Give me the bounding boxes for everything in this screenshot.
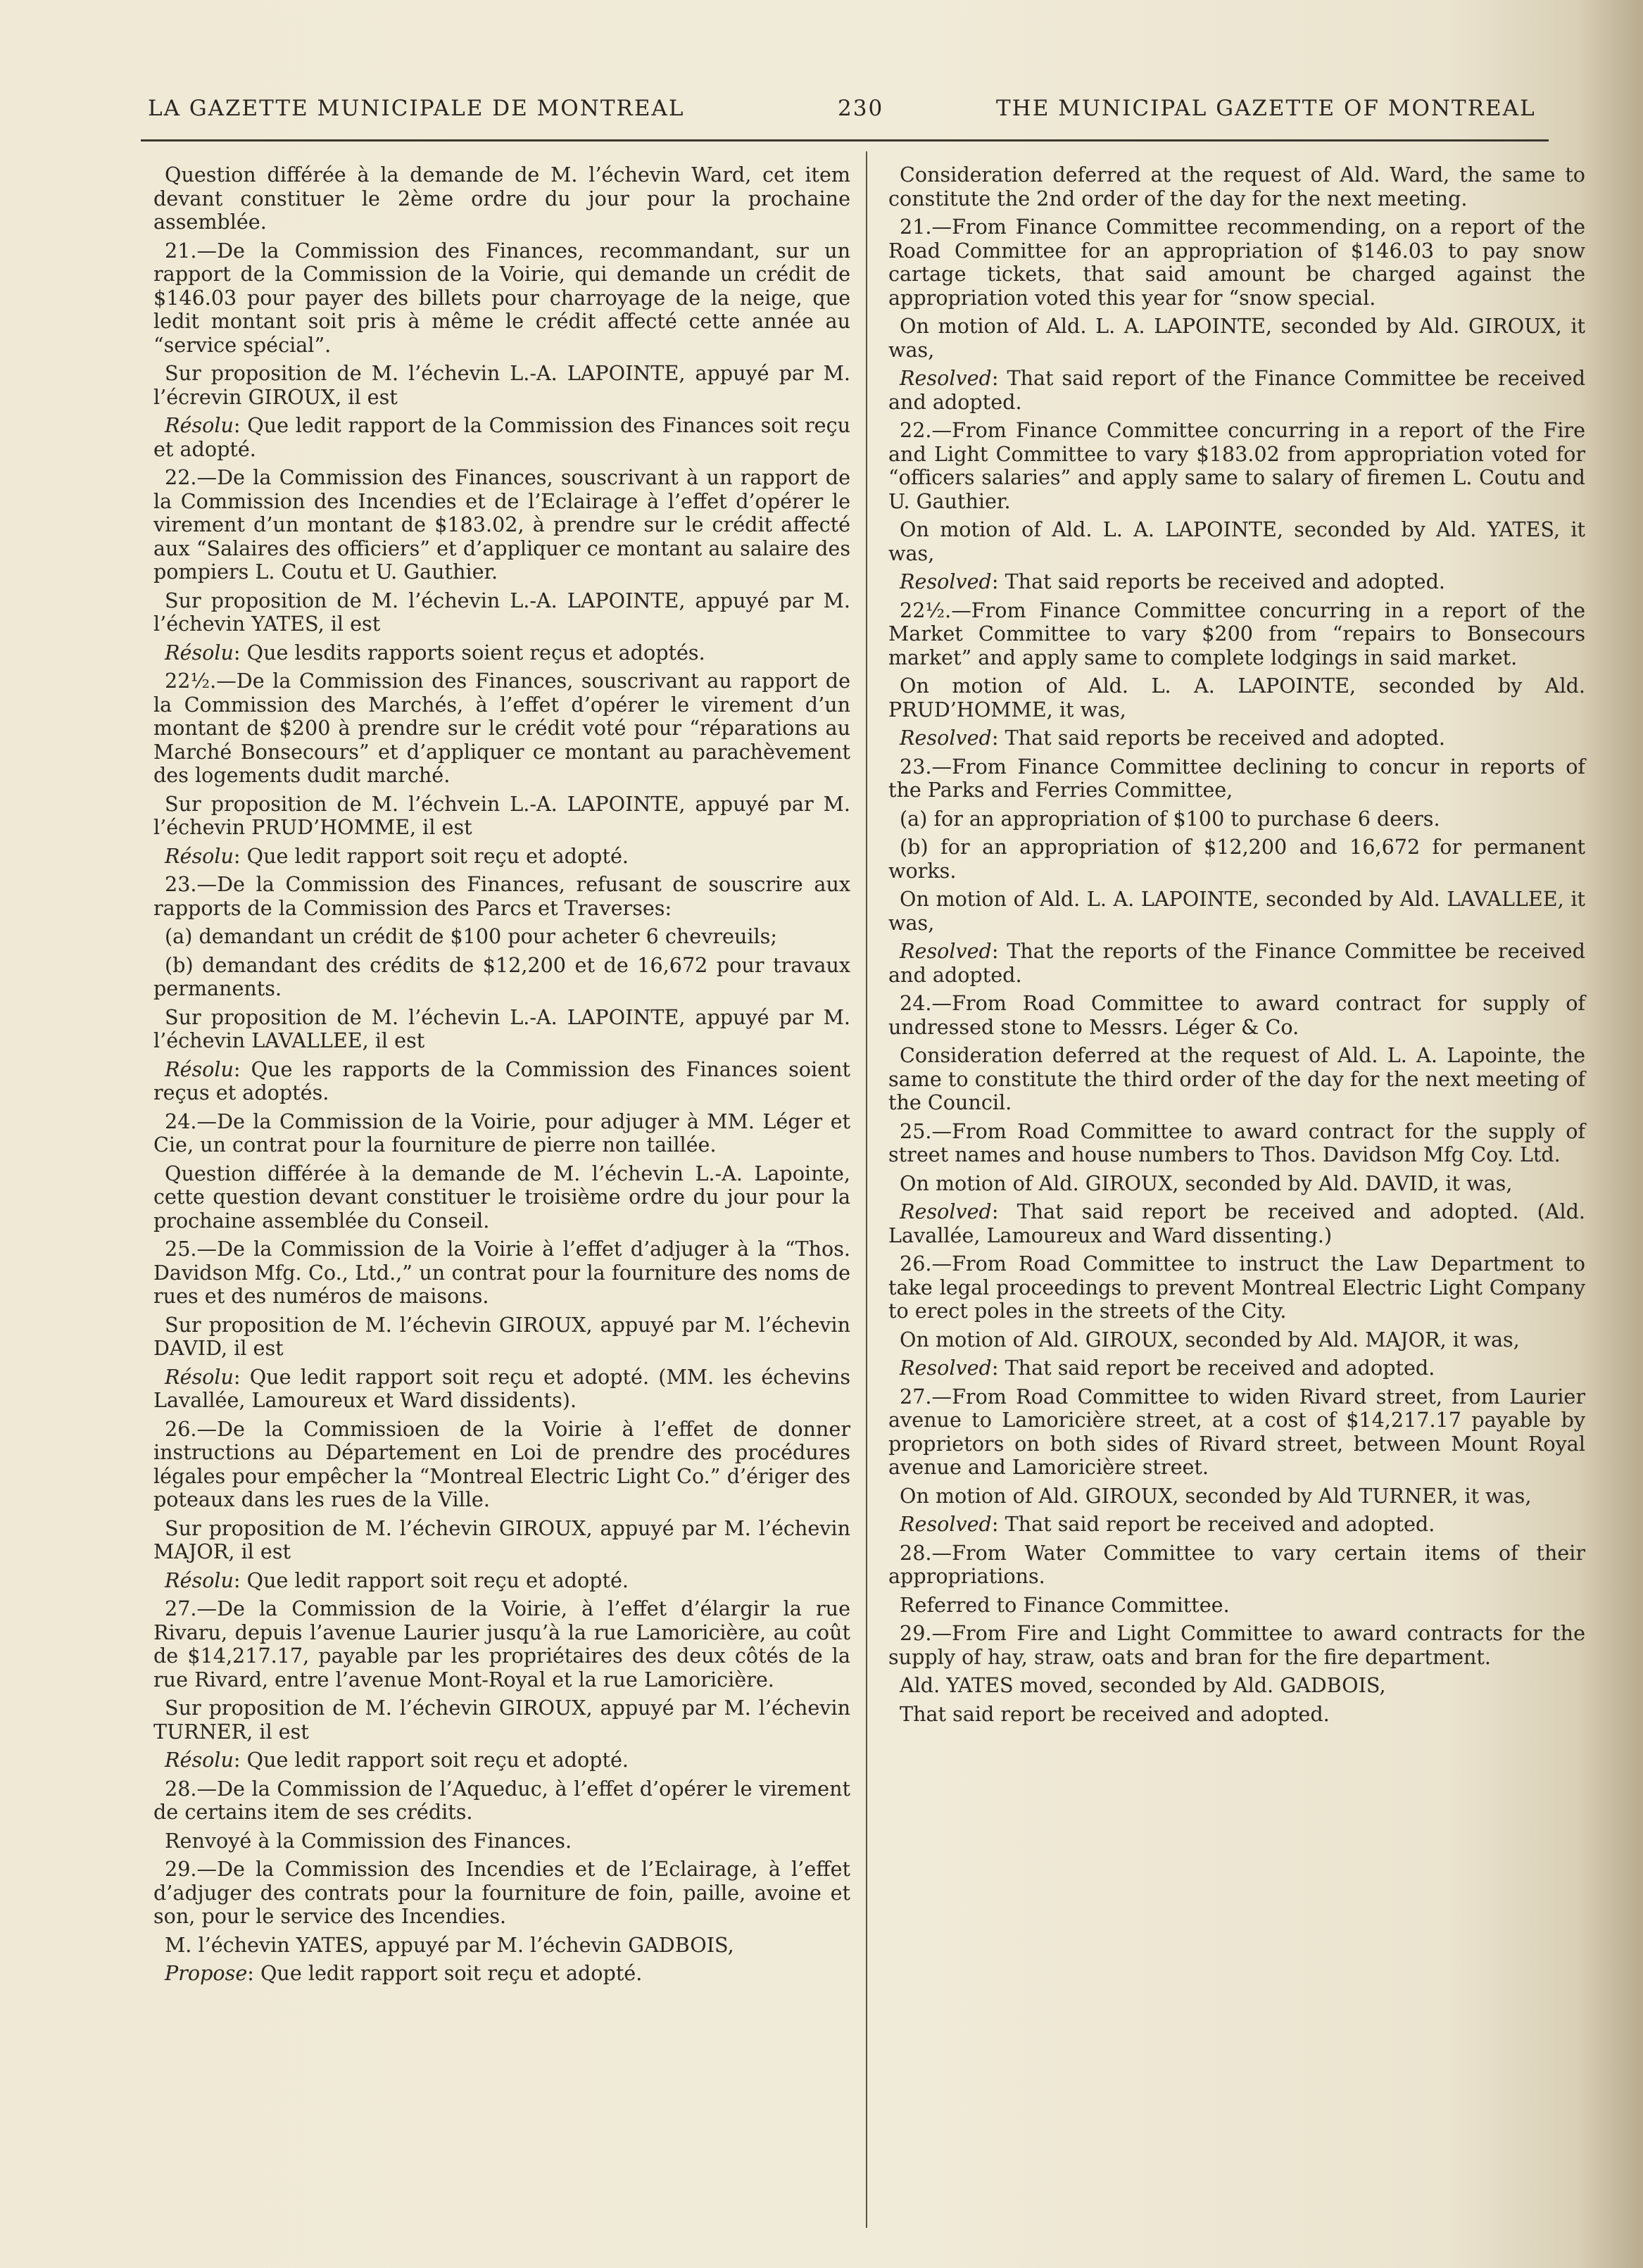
paragraph-text: On motion of Ald. GIROUX, seconded by Ald. MAJOR, it was, xyxy=(900,1327,1520,1352)
paragraph-text: 25.—De la Commission de la Voirie à l’effet d’adjuger à la “Thos. Davidson Mfg. Co., Ltd.,” un contrat pour la fourniture des noms de rues et des numéros de maisons. xyxy=(153,1237,850,1308)
english-paragraph xyxy=(888,599,1585,670)
paragraph-text: 27.—From Road Committee to widen Rivard street, from Laurier avenue to Lamoricière street, at a cost of $14,217.17 payable by proprietors on both sides of Rivard street, between Mount Royal avenue and Lamoricière street. xyxy=(888,1384,1585,1479)
paragraph-text: Sur proposition de M. l’échevin L.-A. LAPOINTE, appuyé par M. l’écrevin GIROUX, il est xyxy=(153,361,850,409)
paragraph-text: 25.—From Road Committee to award contract for the supply of street names and house numbers to Thos. Davidson Mfg Coy. Ltd. xyxy=(888,1119,1585,1166)
paragraph-text: : That said report of the Finance Committee be received and adopted. xyxy=(888,366,1585,414)
french-paragraph xyxy=(153,873,850,920)
paragraph-text: 22.—From Finance Committee concurring in a report of the Fire and Light Committee to vary $183.02 from appropriation voted for “officers salaries” and apply same to salary of firemen L. Coutu and U. Gauthier. xyxy=(888,418,1585,513)
paragraph-text: : Que ledit rapport soit reçu et adopté. xyxy=(233,1568,629,1592)
french-paragraph xyxy=(153,1777,850,1825)
french-paragraph xyxy=(153,1829,850,1853)
page-header xyxy=(148,96,1549,138)
header-french-title: LA GAZETTE MUNICIPALE DE MONTREAL xyxy=(148,96,685,121)
french-paragraph xyxy=(153,925,850,949)
english-column xyxy=(888,163,1585,1731)
english-paragraph xyxy=(888,1674,1585,1698)
paragraph-text: On motion of Ald. GIROUX, seconded by Ald TURNER, it was, xyxy=(900,1483,1532,1508)
paragraph-text: Ald. YATES moved, seconded by Ald. GADBOIS, xyxy=(900,1673,1386,1697)
resolution-label: Résolu xyxy=(165,640,234,664)
english-paragraph xyxy=(888,419,1585,513)
english-paragraph xyxy=(888,1044,1585,1115)
english-paragraph xyxy=(888,1622,1585,1669)
paragraph-text: (a) demandant un crédit de $100 pour acheter 6 chevreuils; xyxy=(165,924,777,948)
paragraph-text: : Que les rapports de la Commission des Finances soient reçus et adoptés. xyxy=(153,1057,850,1104)
paragraph-text: 29.—From Fire and Light Committee to award contracts for the supply of hay, straw, oats and bran for the fire department. xyxy=(888,1621,1585,1669)
french-column xyxy=(153,163,850,1991)
column-divider xyxy=(866,151,867,2228)
paragraph-text: 21.—De la Commission des Finances, recommandant, sur un rapport de la Commission de la Voirie, qui demande un crédit de $146.03 pour payer des billets pour charroyage de la neige, que ledit montant soit pris à même le crédit affecté cette année au “service spécial”. xyxy=(153,238,850,357)
french-paragraph xyxy=(153,466,850,584)
paragraph-text: : That said reports be received and adopted. xyxy=(991,569,1445,593)
paragraph-text: On motion of Ald. L. A. LAPOINTE, seconded by Ald. LAVALLEE, it was, xyxy=(888,887,1585,935)
english-paragraph xyxy=(888,940,1585,987)
english-paragraph xyxy=(888,836,1585,883)
french-paragraph xyxy=(153,589,850,636)
resolution-label: Resolved xyxy=(900,366,992,390)
paragraph-text: : That said reports be received and adopted. xyxy=(991,726,1445,750)
paragraph-text: 27.—De la Commission de la Voirie, à l’effet d’élargir la rue Rivaru, depuis l’avenue Laurier jusqu’à la rue Lamoricière, au coût de $14,217.17, payable par les propriétaires des deux côtés de la rue Rivard, entre l’avenue Mont-Royal et la rue Lamoricière. xyxy=(153,1596,850,1691)
paragraph-text: Consideration deferred at the request of Ald. L. A. Lapointe, the same to constitute the third order of the day for the next meeting of the Council. xyxy=(888,1043,1585,1114)
paragraph-text: 28.—De la Commission de l’Aqueduc, à l’effet d’opérer le virement de certains item de ses crédits. xyxy=(153,1776,850,1824)
resolution-label: Résolu xyxy=(165,843,234,868)
english-paragraph xyxy=(888,674,1585,722)
paragraph-text: Sur proposition de M. l’échevin GIROUX, appuyé par M. l’échevin DAVID, il est xyxy=(153,1312,850,1360)
french-paragraph xyxy=(153,1517,850,1564)
french-paragraph xyxy=(153,1934,850,1958)
english-paragraph xyxy=(888,367,1585,414)
paragraph-text: : Que ledit rapport de la Commission des Finances soit reçu et adopté. xyxy=(153,413,850,461)
english-paragraph xyxy=(888,215,1585,310)
paragraph-text: M. l’échevin YATES, appuyé par M. l’échevin GADBOIS, xyxy=(165,1932,734,1957)
paragraph-text: 22.—De la Commission des Finances, souscrivant à un rapport de la Commission des Incendies et de l’Eclairage à l’effet d’opérer le virement d’un montant de $183.02, à prendre sur le crédit affecté aux “Salaires des officiers” et d’appliquer ce montant au salaire des pompiers L. Coutu et U. Gauthier. xyxy=(153,465,850,584)
paragraph-text: 23.—De la Commission des Finances, refusant de souscrire aux rapports de la Commission des Parcs et Traverses: xyxy=(153,872,850,920)
resolution-label: Resolved xyxy=(900,1512,992,1536)
french-paragraph xyxy=(153,1366,850,1413)
french-paragraph xyxy=(153,641,850,665)
english-paragraph xyxy=(888,1385,1585,1480)
french-paragraph xyxy=(153,669,850,788)
french-paragraph xyxy=(153,1858,850,1929)
paragraph-text: Renvoyé à la Commission des Finances. xyxy=(165,1828,572,1853)
french-paragraph xyxy=(153,1237,850,1309)
french-paragraph xyxy=(153,1696,850,1744)
french-paragraph xyxy=(153,1569,850,1593)
resolution-label: Résolu xyxy=(165,1748,234,1772)
paragraph-text: Sur proposition de M. l’échevin GIROUX, appuyé par M. l’échevin MAJOR, il est xyxy=(153,1516,850,1563)
english-paragraph xyxy=(888,1513,1585,1537)
resolution-label: Resolved xyxy=(900,1356,992,1380)
english-paragraph xyxy=(888,726,1585,750)
paragraph-text: 24.—From Road Committee to award contract for supply of undressed stone to Messrs. Léger & Co. xyxy=(888,991,1585,1039)
paragraph-text: Referred to Finance Committee. xyxy=(900,1592,1230,1617)
paragraph-text: 22½.—From Finance Committee concurring in a report of the Market Committee to vary $200 from “repairs to Bonsecours market” and apply same to complete lodgings in said market. xyxy=(888,598,1585,669)
resolution-label: Propose xyxy=(165,1961,248,1985)
resolution-label: Résolu xyxy=(165,413,234,437)
english-paragraph xyxy=(888,1200,1585,1247)
french-paragraph xyxy=(153,793,850,840)
paragraph-text: : That said report be received and adopted. xyxy=(991,1356,1435,1380)
paragraph-text: Question différée à la demande de M. l’échevin Ward, cet item devant constituer le 2ème ordre du jour pour la prochaine assemblée. xyxy=(153,163,850,234)
french-paragraph xyxy=(153,239,850,358)
english-paragraph xyxy=(888,807,1585,831)
paragraph-text: (b) for an appropriation of $12,200 and 16,672 for permanent works. xyxy=(888,835,1585,883)
page-number: 230 xyxy=(838,96,884,121)
paragraph-text: : That said report be received and adopted. xyxy=(991,1512,1435,1536)
paragraph-text: Consideration deferred at the request of Ald. Ward, the same to constitute the 2nd order of the day for the next meeting. xyxy=(888,163,1585,210)
resolution-label: Résolu xyxy=(165,1364,234,1389)
french-paragraph xyxy=(153,163,850,234)
paragraph-text: Sur proposition de M. l’échvein L.-A. LAPOINTE, appuyé par M. l’échevin PRUD’HOMME, il est xyxy=(153,791,850,839)
paragraph-text: : Que ledit rapport soit reçu et adopté. xyxy=(247,1961,643,1985)
resolution-label: Resolved xyxy=(900,726,992,750)
french-paragraph xyxy=(153,414,850,461)
french-paragraph xyxy=(153,1749,850,1772)
english-paragraph xyxy=(888,1172,1585,1196)
french-paragraph xyxy=(153,954,850,1001)
french-paragraph xyxy=(153,845,850,869)
english-paragraph xyxy=(888,888,1585,935)
paragraph-text: 24.—De la Commission de la Voirie, pour adjuger à MM. Léger et Cie, un contrat pour la fourniture de pierre non taillée. xyxy=(153,1109,850,1157)
paragraph-text: : That the reports of the Finance Committee be received and adopted. xyxy=(888,939,1585,987)
resolution-label: Résolu xyxy=(165,1568,234,1592)
english-paragraph xyxy=(888,755,1585,802)
english-paragraph xyxy=(888,1542,1585,1589)
header-rule xyxy=(141,139,1549,141)
english-paragraph xyxy=(888,1356,1585,1380)
paragraph-text: (b) demandant des crédits de $12,200 et de 16,672 pour travaux permanents. xyxy=(153,952,850,1000)
english-paragraph xyxy=(888,1594,1585,1618)
header-english-title: THE MUNICIPAL GAZETTE OF MONTREAL xyxy=(996,96,1536,121)
resolution-label: Resolved xyxy=(900,939,992,963)
paragraph-text: On motion of Ald. GIROUX, seconded by Ald. DAVID, it was, xyxy=(900,1171,1513,1195)
paragraph-text: 29.—De la Commission des Incendies et de l’Eclairage, à l’effet d’adjuger des contrats pour la fourniture de foin, paille, avoine et son, pour le service des Incendies. xyxy=(153,1857,850,1928)
french-paragraph xyxy=(153,1006,850,1053)
french-paragraph xyxy=(153,1962,850,1986)
paragraph-text: Sur proposition de M. l’échevin L.-A. LAPOINTE, appuyé par M. l’échevin YATES, il est xyxy=(153,588,850,636)
paragraph-text: Question différée à la demande de M. l’échevin L.-A. Lapointe, cette question devant constituer le troisième ordre du jour pour la prochaine assemblée du Conseil. xyxy=(153,1161,850,1233)
paragraph-text: That said report be received and adopted. xyxy=(900,1701,1330,1726)
paragraph-text: On motion of Ald. L. A. LAPOINTE, seconded by Ald. YATES, it was, xyxy=(888,517,1585,565)
paragraph-text: Sur proposition de M. l’échevin L.-A. LAPOINTE, appuyé par M. l’échevin LAVALLEE, il est xyxy=(153,1004,850,1052)
english-paragraph xyxy=(888,315,1585,362)
paragraph-text: 22½.—De la Commission des Finances, souscrivant au rapport de la Commission des Marchés, à l’effet d’opérer le virement d’un montant de $200 à prendre sur le crédit voté pour “réparations au Marché Bonsecours” et d’appliquer ce montant au parachèvement des logements dudit marché. xyxy=(153,669,850,787)
french-paragraph xyxy=(153,1162,850,1233)
paragraph-text: : Que ledit rapport soit reçu et adopté. xyxy=(233,1748,629,1772)
french-paragraph xyxy=(153,1110,850,1157)
french-paragraph xyxy=(153,1418,850,1512)
french-paragraph xyxy=(153,1597,850,1691)
paragraph-text: : Que lesdits rapports soient reçus et adoptés. xyxy=(233,640,705,664)
english-paragraph xyxy=(888,518,1585,565)
resolution-label: Résolu xyxy=(165,1057,234,1081)
paragraph-text: On motion of Ald. L. A. LAPOINTE, seconded by Ald. GIROUX, it was, xyxy=(888,314,1585,362)
paragraph-text: Sur proposition de M. l’échevin GIROUX, appuyé par M. l’échevin TURNER, il est xyxy=(153,1696,850,1744)
resolution-label: Resolved xyxy=(900,1199,992,1223)
paragraph-text: 21.—From Finance Committee recommending, on a report of the Road Committee for an appropriation of $146.03 to pay snow cartage tickets, that said amount be charged against the appropriation voted this year for “snow special. xyxy=(888,215,1585,310)
english-paragraph xyxy=(888,992,1585,1039)
resolution-label: Resolved xyxy=(900,569,992,593)
paragraph-text: 26.—From Road Committee to instruct the Law Department to take legal proceedings to prevent Montreal Electric Light Company to erect poles in the streets of the City. xyxy=(888,1252,1585,1323)
french-paragraph xyxy=(153,362,850,409)
paragraph-text: 28.—From Water Committee to vary certain items of their appropriations. xyxy=(888,1540,1585,1588)
paragraph-text: 23.—From Finance Committee declining to concur in reports of the Parks and Ferries Committee, xyxy=(888,754,1585,802)
french-paragraph xyxy=(153,1313,850,1361)
paragraph-text: On motion of Ald. L. A. LAPOINTE, seconded by Ald. PRUD’HOMME, it was, xyxy=(888,674,1585,722)
english-paragraph xyxy=(888,1328,1585,1352)
english-paragraph xyxy=(888,1252,1585,1323)
paragraph-text: : That said report be received and adopted. (Ald. Lavallée, Lamoureux and Ward dissenting.) xyxy=(888,1199,1585,1247)
english-paragraph xyxy=(888,570,1585,594)
french-paragraph xyxy=(153,1058,850,1105)
paragraph-text: (a) for an appropriation of $100 to purchase 6 deers. xyxy=(900,806,1440,831)
english-paragraph xyxy=(888,1485,1585,1508)
english-paragraph xyxy=(888,1703,1585,1727)
english-paragraph xyxy=(888,1120,1585,1167)
english-paragraph xyxy=(888,163,1585,210)
paragraph-text: 26.—De la Commissioen de la Voirie à l’effet de donner instructions au Département en Loi de prendre des procédures légales pour empêcher la “Montreal Electric Light Co.” d’ériger des poteaux dans les rues de la Ville. xyxy=(153,1416,850,1511)
paragraph-text: : Que ledit rapport soit reçu et adopté. (MM. les échevins Lavallée, Lamoureux et Ward dissidents). xyxy=(153,1364,850,1412)
paragraph-text: : Que ledit rapport soit reçu et adopté. xyxy=(233,843,629,868)
